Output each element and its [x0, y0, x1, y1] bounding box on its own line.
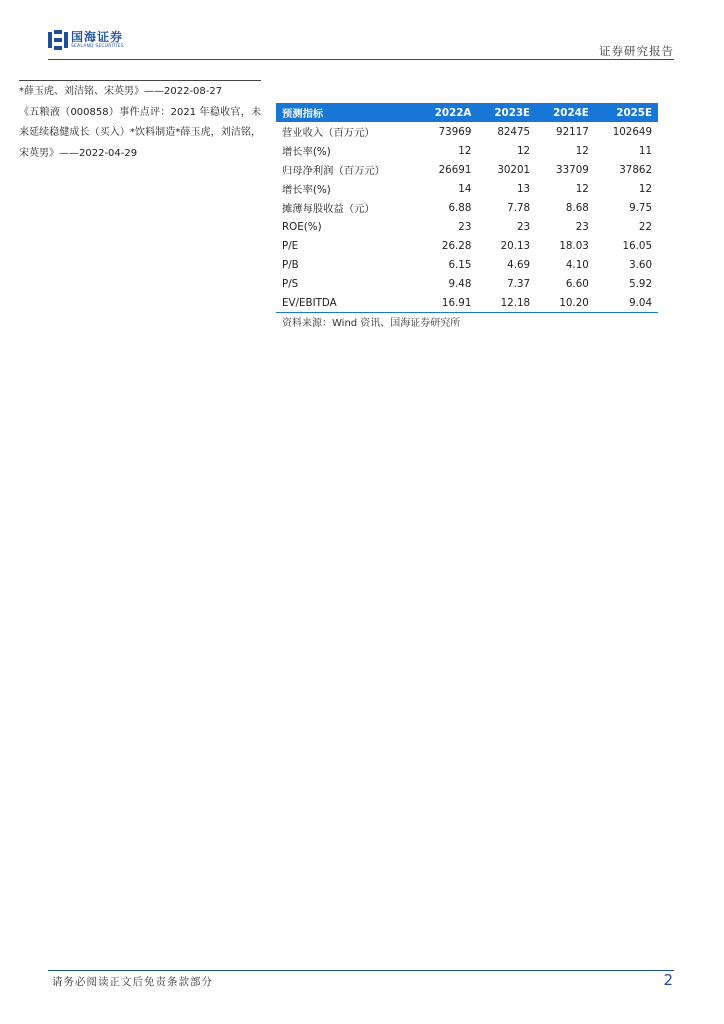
table-cell: 16.91 — [418, 293, 478, 313]
table-source-note: 资料来源：Wind 资讯、国海证券研究所 — [282, 318, 461, 329]
table-cell: 6.15 — [448, 258, 472, 271]
table-cell: 6.60 — [565, 277, 589, 290]
table-cell: 9.48 — [448, 277, 472, 290]
table-cell: 8.68 — [565, 201, 589, 214]
table-cell: 18.03 — [559, 239, 589, 252]
table-cell: 7.78 — [507, 201, 531, 214]
column-header: 2022A — [418, 103, 478, 122]
table-cell: 16.05 — [622, 239, 652, 252]
row-label: 营业收入（百万元） — [282, 127, 375, 139]
table-cell: 13 — [516, 182, 531, 195]
table-cell: 9.04 — [595, 293, 658, 313]
page-header — [48, 30, 674, 60]
table-row — [276, 160, 658, 179]
row-label: ROE(%) — [282, 220, 322, 233]
table-cell: 92117 — [556, 125, 589, 138]
sealand-logo-icon — [48, 30, 68, 50]
row-label: 归母净利润（百万元） — [282, 165, 385, 177]
table-cell: 26.28 — [441, 239, 472, 252]
row-label: P/B — [282, 258, 299, 271]
table-cell: 82475 — [497, 125, 531, 138]
table-cell: 12 — [458, 144, 472, 157]
row-label: P/S — [282, 277, 299, 290]
table-cell: 3.60 — [629, 258, 652, 271]
header-divider — [48, 59, 674, 60]
table-row — [276, 255, 658, 274]
table-cell: 33709 — [556, 163, 589, 176]
table-cell: 4.69 — [507, 258, 531, 271]
table-cell: 22 — [638, 220, 652, 233]
reference-divider — [19, 80, 261, 81]
table-cell: 14 — [458, 182, 472, 195]
table-cell: 30201 — [497, 163, 531, 176]
row-label: 摊薄每股收益（元） — [282, 203, 375, 215]
table-cell: 20.13 — [500, 239, 531, 252]
table-cell: 26691 — [438, 163, 472, 176]
related-reports — [19, 82, 261, 164]
table-cell: 12 — [638, 182, 652, 195]
table-cell: 12 — [575, 144, 589, 157]
table-cell: 10.20 — [536, 293, 595, 313]
column-header: 2025E — [595, 103, 658, 122]
table-cell: 11 — [638, 144, 652, 157]
table-cell: 23 — [516, 220, 531, 233]
table-cell: 5.92 — [629, 277, 652, 290]
table-header-row — [276, 103, 658, 122]
table-row — [276, 198, 658, 217]
table-cell: 73969 — [438, 125, 472, 138]
table-cell: 102649 — [612, 125, 652, 138]
column-header: 2023E — [477, 103, 536, 122]
table-cell: 12 — [575, 182, 589, 195]
table-cell: 4.10 — [565, 258, 589, 271]
page-number: 2 — [663, 971, 673, 989]
table-row — [276, 293, 658, 313]
related-report-item: 《五粮液（000858）事件点评：2021 年稳收官，未来延续稳健成长（买入）*饮料制造*薛玉虎，刘洁铭，宋英男》——2022-04-29 — [19, 106, 261, 159]
report-type-label: 证券研究报告 — [599, 44, 674, 58]
table-cell: 12.18 — [477, 293, 536, 313]
table-cell: 37862 — [619, 163, 652, 176]
row-label: EV/EBITDA — [276, 293, 418, 313]
footer-divider — [48, 970, 674, 971]
logo-english-name: SEALAND SECURITIES — [71, 43, 124, 49]
table-cell: 12 — [516, 144, 531, 157]
forecast-table — [276, 103, 658, 313]
table-cell: 9.75 — [629, 201, 652, 214]
table-row — [276, 122, 658, 141]
company-logo — [48, 30, 124, 50]
row-label: 增长率(%) — [282, 184, 331, 196]
table-row — [276, 274, 658, 293]
disclaimer-note: 请务必阅读正文后免责条款部分 — [52, 976, 213, 988]
row-label: P/E — [282, 239, 299, 252]
table-cell: 6.88 — [448, 201, 472, 214]
column-header: 2024E — [536, 103, 595, 122]
table-cell: 23 — [575, 220, 589, 233]
column-header: 预测指标 — [276, 103, 418, 122]
table-row — [276, 179, 658, 198]
table-row — [276, 217, 658, 236]
table-row — [276, 236, 658, 255]
logo-chinese-name: 国海证券 — [71, 29, 124, 44]
table-row — [276, 141, 658, 160]
row-label: 增长率(%) — [282, 146, 331, 158]
table-cell: 23 — [458, 220, 472, 233]
table-cell: 7.37 — [507, 277, 531, 290]
related-report-item: *薛玉虎、刘洁铭、宋英男》——2022-08-27 — [19, 86, 223, 97]
